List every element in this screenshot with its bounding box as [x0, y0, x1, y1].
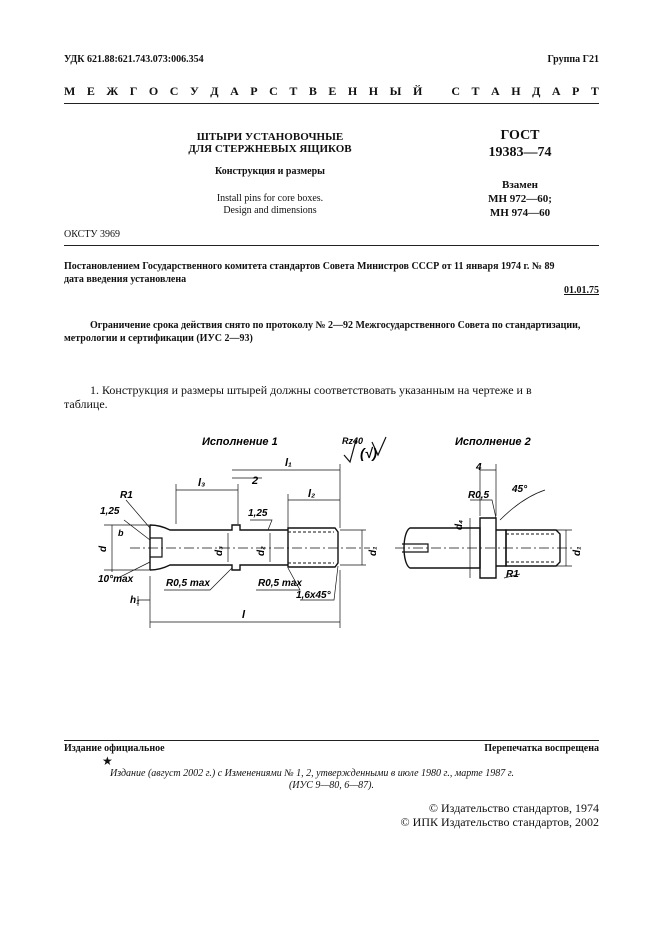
- dim-r05-max-b: R0,5 max: [258, 578, 302, 589]
- variant-1-label: Исполнение 1: [202, 436, 278, 448]
- dim-chamfer-125-b: 1,25: [248, 508, 268, 519]
- roughness-label: Rz40: [342, 436, 364, 446]
- replaces-label: Взамен: [502, 179, 538, 191]
- reprint-forbidden: Перепечатка воспрещена: [484, 743, 599, 754]
- dim-l1: l₁: [285, 457, 292, 469]
- group-code: Группа Г21: [547, 54, 599, 65]
- dim-h1: h₁: [130, 595, 140, 606]
- edition-line-1: Издание (август 2002 г.) с Изменениями № 1, 2, утвержденными в июле 1980 г., марте 1987 г.: [110, 768, 514, 779]
- pin-variant-1-outline: [130, 525, 370, 570]
- replaces-line-2: МН 974—60: [489, 207, 551, 219]
- dim-d3: d₃: [214, 546, 225, 556]
- decree-date-value: 01.01.75: [564, 285, 599, 296]
- standard-type: М Е Ж Г О С У Д А Р С Т В Е Н Н Ы Й С Т А Н Д А Р Т: [64, 84, 599, 98]
- clause-1-line-2: таблице.: [64, 397, 108, 411]
- dim-ten-max: 10°max: [98, 574, 134, 585]
- restriction-line-2: метрологии и сертификации (ИУС 2—93): [64, 333, 253, 344]
- okstu-code: ОКСТУ 3969: [64, 229, 121, 240]
- copyright-2002: © ИПК Издательство стандартов, 2002: [400, 815, 599, 829]
- dim-r1-right: R1: [506, 569, 519, 580]
- pin-variant-2-outline: [395, 518, 575, 578]
- dim-d4: d₄: [454, 519, 465, 530]
- dim-chamfer-125-a: 1,25: [100, 506, 120, 517]
- roughness-mark: (√): [360, 445, 378, 461]
- dim-b: b: [118, 528, 124, 538]
- dim-d1-b: d₁: [572, 546, 583, 556]
- udk-code: УДК 621.88:621.743.073:006.354: [64, 54, 204, 65]
- official-edition: Издание официальное: [64, 743, 165, 754]
- english-line-2: Design and dimensions: [223, 205, 317, 216]
- dim-l: l: [242, 609, 246, 621]
- dim-45deg: 45°: [512, 484, 528, 495]
- gost-label: ГОСТ: [500, 128, 540, 143]
- footer-rule: [64, 740, 599, 741]
- clause-1-line-1: 1. Конструкция и размеры штырей должны соответствовать указанным на чертеже и в: [90, 383, 532, 397]
- star-icon: ★: [102, 754, 113, 768]
- dim-r05: R0,5: [468, 490, 490, 501]
- dim-two: 2: [252, 475, 259, 487]
- variant-2-label: Исполнение 2: [455, 436, 531, 448]
- replaces-line-1: МН 972—60;: [488, 193, 552, 205]
- dim-l2: l₂: [308, 488, 316, 500]
- title-line-2: ДЛЯ СТЕРЖНЕВЫХ ЯЩИКОВ: [188, 143, 352, 155]
- dim-four: 4: [476, 462, 482, 473]
- decree-date-label: дата введения установлена: [64, 274, 187, 285]
- dim-r05-max-a: R0,5 max: [166, 578, 210, 589]
- restriction-line-1: Ограничение срока действия снято по протоколу № 2—92 Межгосударственного Совета по стандартизации,: [90, 320, 581, 331]
- edition-line-2: (ИУС 9—80, 6—87).: [288, 780, 375, 791]
- dim-r1-left: R1: [120, 490, 133, 501]
- dim-d2: d₂: [256, 546, 267, 556]
- english-line-1: Install pins for core boxes.: [216, 193, 324, 204]
- dim-d: d: [98, 545, 109, 552]
- copyright-1974: © Издательство стандартов, 1974: [428, 801, 599, 815]
- gost-number: 19383—74: [488, 145, 552, 160]
- decree-text: Постановлением Государственного комитета стандартов Совета Министров СССР от 11 января 1974 г. № 89: [64, 261, 555, 272]
- title-line-1: ШТЫРИ УСТАНОВОЧНЫЕ: [196, 131, 344, 143]
- dim-d1-a: d₁: [368, 546, 379, 556]
- subtitle: Конструкция и размеры: [215, 166, 325, 177]
- dim-l3: l₃: [198, 477, 206, 489]
- dim-chamfer-16x45: 1,6x45°: [296, 590, 331, 601]
